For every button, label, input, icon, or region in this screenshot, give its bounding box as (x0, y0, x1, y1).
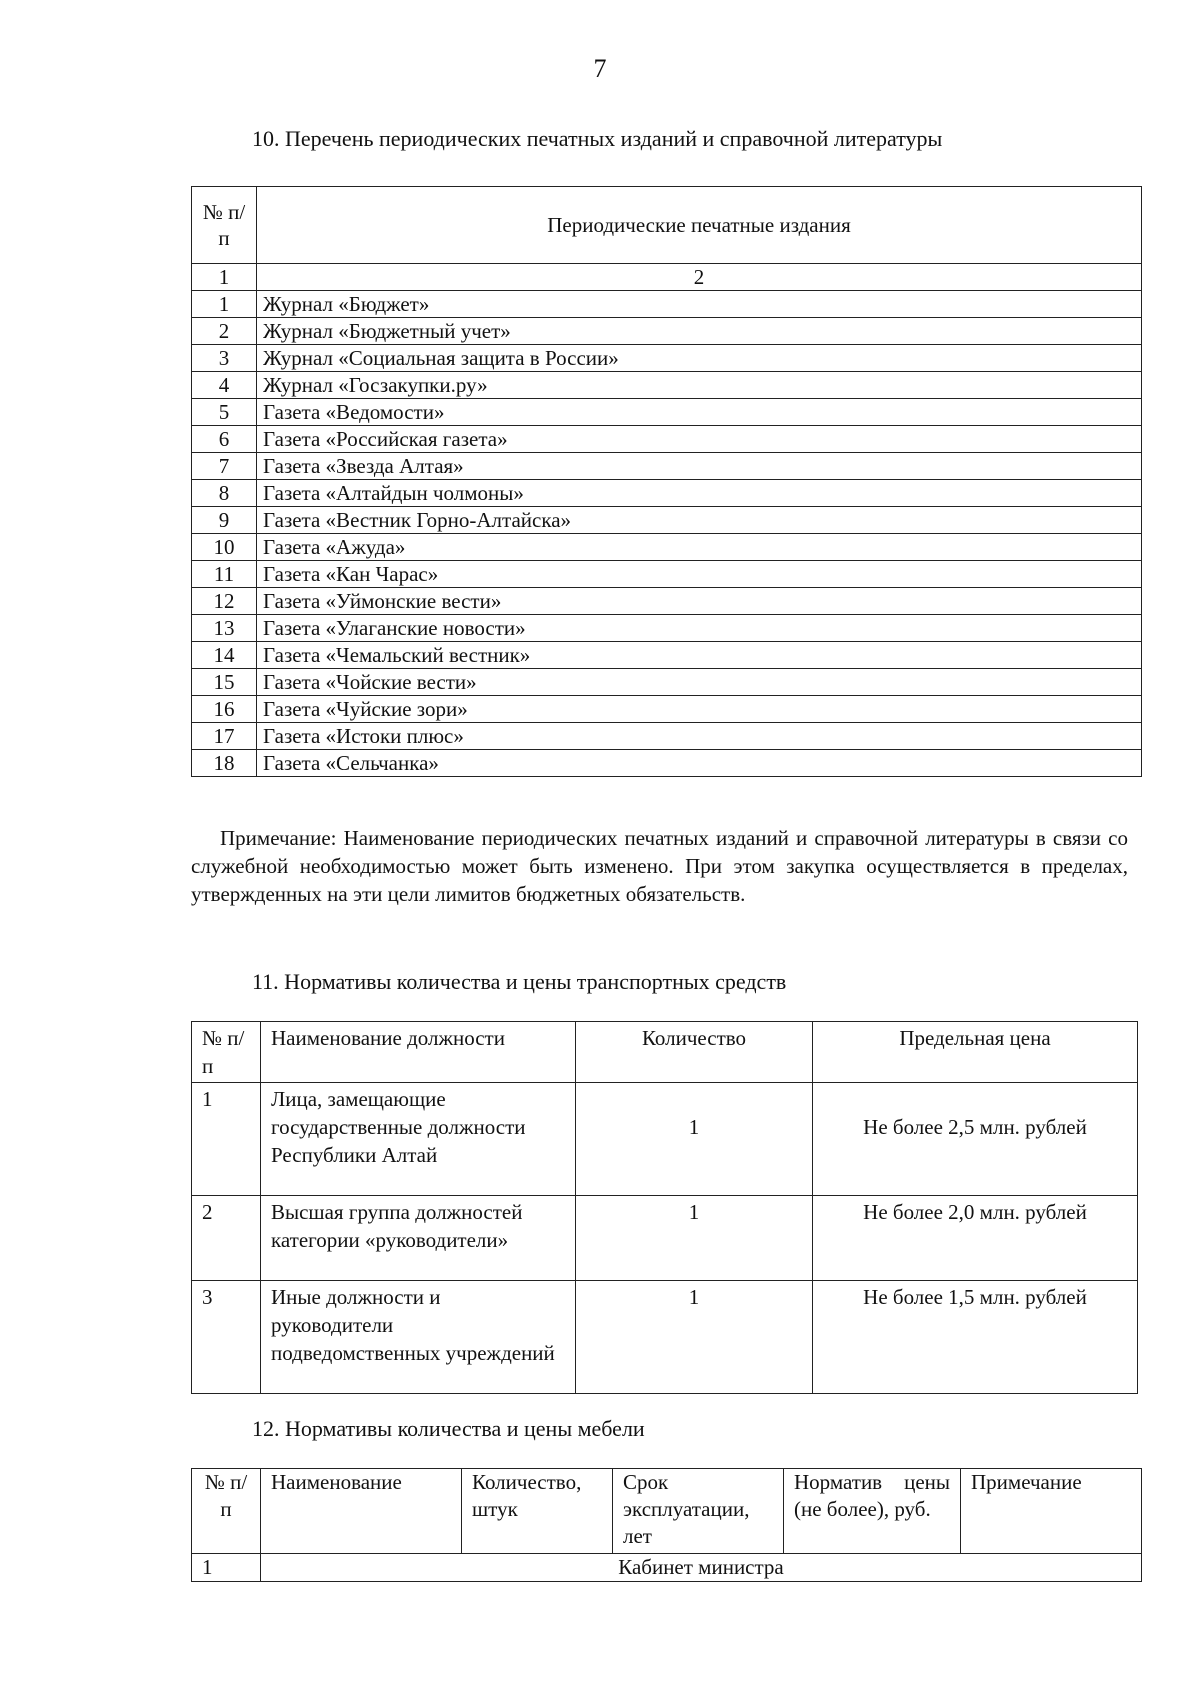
table-row (192, 642, 1142, 669)
section-11-title: 11. Нормативы количества и цены транспортных средств (252, 969, 787, 994)
page-number: 7 (593, 54, 607, 83)
header-position: Наименование должности (261, 1022, 576, 1083)
row-num: 10 (192, 534, 257, 561)
table-row (192, 615, 1142, 642)
row-title: Газета «Ведомости» (257, 399, 1142, 426)
table-row (192, 1083, 1138, 1196)
row-title: Газета «Вестник Горно-Алтайска» (257, 507, 1142, 534)
row-num: 3 (192, 1281, 261, 1394)
header-name: Наименование (261, 1469, 462, 1554)
table-header-row (192, 187, 1142, 264)
row-title: Газета «Звезда Алтая» (257, 453, 1142, 480)
table-row (192, 1281, 1138, 1394)
row-num: 14 (192, 642, 257, 669)
header-quantity: Количество, штук (462, 1469, 613, 1554)
table-row (192, 426, 1142, 453)
row-title: Газета «Уймонские вести» (257, 588, 1142, 615)
row-num: 12 (192, 588, 257, 615)
row-num: 4 (192, 372, 257, 399)
row-num: 18 (192, 750, 257, 777)
row-title: Газета «Чойские вести» (257, 669, 1142, 696)
row-num: 8 (192, 480, 257, 507)
row-quantity: 1 (576, 1083, 813, 1196)
section-10-note: Примечание: Наименование периодических печатных изданий и справочной литературы в связи со служебной необходимостью может быть изменено. При этом закупка осуществляется в пределах, утвержденных на эти цели лимитов бюджетных обязательств. (191, 826, 1128, 906)
table-row (192, 561, 1142, 588)
section-10-title: 10. Перечень периодических печатных изданий и справочной литературы (252, 126, 943, 151)
row-price: Не более 1,5 млн. рублей (813, 1281, 1138, 1394)
table-row (192, 1196, 1138, 1281)
header-norm: Норматив цены (не более), руб. (784, 1469, 961, 1554)
row-title: Журнал «Социальная защита в России» (257, 345, 1142, 372)
table-row (192, 480, 1142, 507)
table-row (192, 507, 1142, 534)
row-num: 13 (192, 615, 257, 642)
column-number-row (192, 264, 1142, 291)
row-price: Не более 2,5 млн. рублей (813, 1083, 1138, 1196)
col-number-2: 2 (257, 264, 1142, 291)
table-row (192, 588, 1142, 615)
section-12-title: 12. Нормативы количества и цены мебели (252, 1416, 645, 1441)
row-num: 11 (192, 561, 257, 588)
table-row (192, 750, 1142, 777)
table-row (192, 318, 1142, 345)
table-row (192, 291, 1142, 318)
row-title: Газета «Чуйские зори» (257, 696, 1142, 723)
transport-table (191, 1021, 1138, 1394)
row-num: 17 (192, 723, 257, 750)
row-num: 15 (192, 669, 257, 696)
table-header-row (192, 1469, 1142, 1554)
row-position: Иные должности и руководители подведомственных учреждений (261, 1281, 576, 1394)
row-title: Газета «Сельчанка» (257, 750, 1142, 777)
header-price: Предельная цена (813, 1022, 1138, 1083)
row-title: Газета «Алтайдын чолмоны» (257, 480, 1142, 507)
table-row (192, 345, 1142, 372)
row-num: 16 (192, 696, 257, 723)
periodicals-rows (192, 291, 1142, 777)
row-title: Журнал «Госзакупки.ру» (257, 372, 1142, 399)
row-num: 7 (192, 453, 257, 480)
row-num: 2 (192, 1196, 261, 1281)
header-note: Примечание (961, 1469, 1142, 1554)
table-row (192, 669, 1142, 696)
table-row (192, 534, 1142, 561)
row-price: Не более 2,0 млн. рублей (813, 1196, 1138, 1281)
row-title: Газета «Улаганские новости» (257, 615, 1142, 642)
periodicals-table (191, 186, 1142, 777)
row-num: 9 (192, 507, 257, 534)
header-num: № п/п (192, 1469, 261, 1554)
table-row (192, 1554, 1142, 1582)
table-row (192, 723, 1142, 750)
row-position: Высшая группа должностей категории «руководители» (261, 1196, 576, 1281)
row-position: Лица, замещающие государственные должности Республики Алтай (261, 1083, 576, 1196)
table-row (192, 696, 1142, 723)
row-title: Газета «Чемальский вестник» (257, 642, 1142, 669)
header-periodicals: Периодические печатные издания (257, 187, 1142, 264)
row-num: 6 (192, 426, 257, 453)
row-title: Газета «Истоки плюс» (257, 723, 1142, 750)
row-title: Газета «Российская газета» (257, 426, 1142, 453)
header-quantity: Количество (576, 1022, 813, 1083)
row-title: Журнал «Бюджетный учет» (257, 318, 1142, 345)
row-num: 2 (192, 318, 257, 345)
row-title: Журнал «Бюджет» (257, 291, 1142, 318)
row-num: 3 (192, 345, 257, 372)
row-group-label: Кабинет министра (261, 1554, 1142, 1582)
row-title: Газета «Ажуда» (257, 534, 1142, 561)
col-number-1: 1 (192, 264, 257, 291)
row-num: 5 (192, 399, 257, 426)
row-quantity: 1 (576, 1196, 813, 1281)
row-num: 1 (192, 1554, 261, 1582)
header-term: Срок эксплуатации, лет (613, 1469, 784, 1554)
row-title: Газета «Кан Чарас» (257, 561, 1142, 588)
row-num: 1 (192, 291, 257, 318)
header-num: № п/п (192, 187, 257, 264)
header-num: № п/п (192, 1022, 261, 1083)
table-header-row (192, 1022, 1138, 1083)
row-num: 1 (192, 1083, 261, 1196)
table-row (192, 399, 1142, 426)
furniture-table (191, 1468, 1142, 1582)
table-row (192, 453, 1142, 480)
row-quantity: 1 (576, 1281, 813, 1394)
table-row (192, 372, 1142, 399)
